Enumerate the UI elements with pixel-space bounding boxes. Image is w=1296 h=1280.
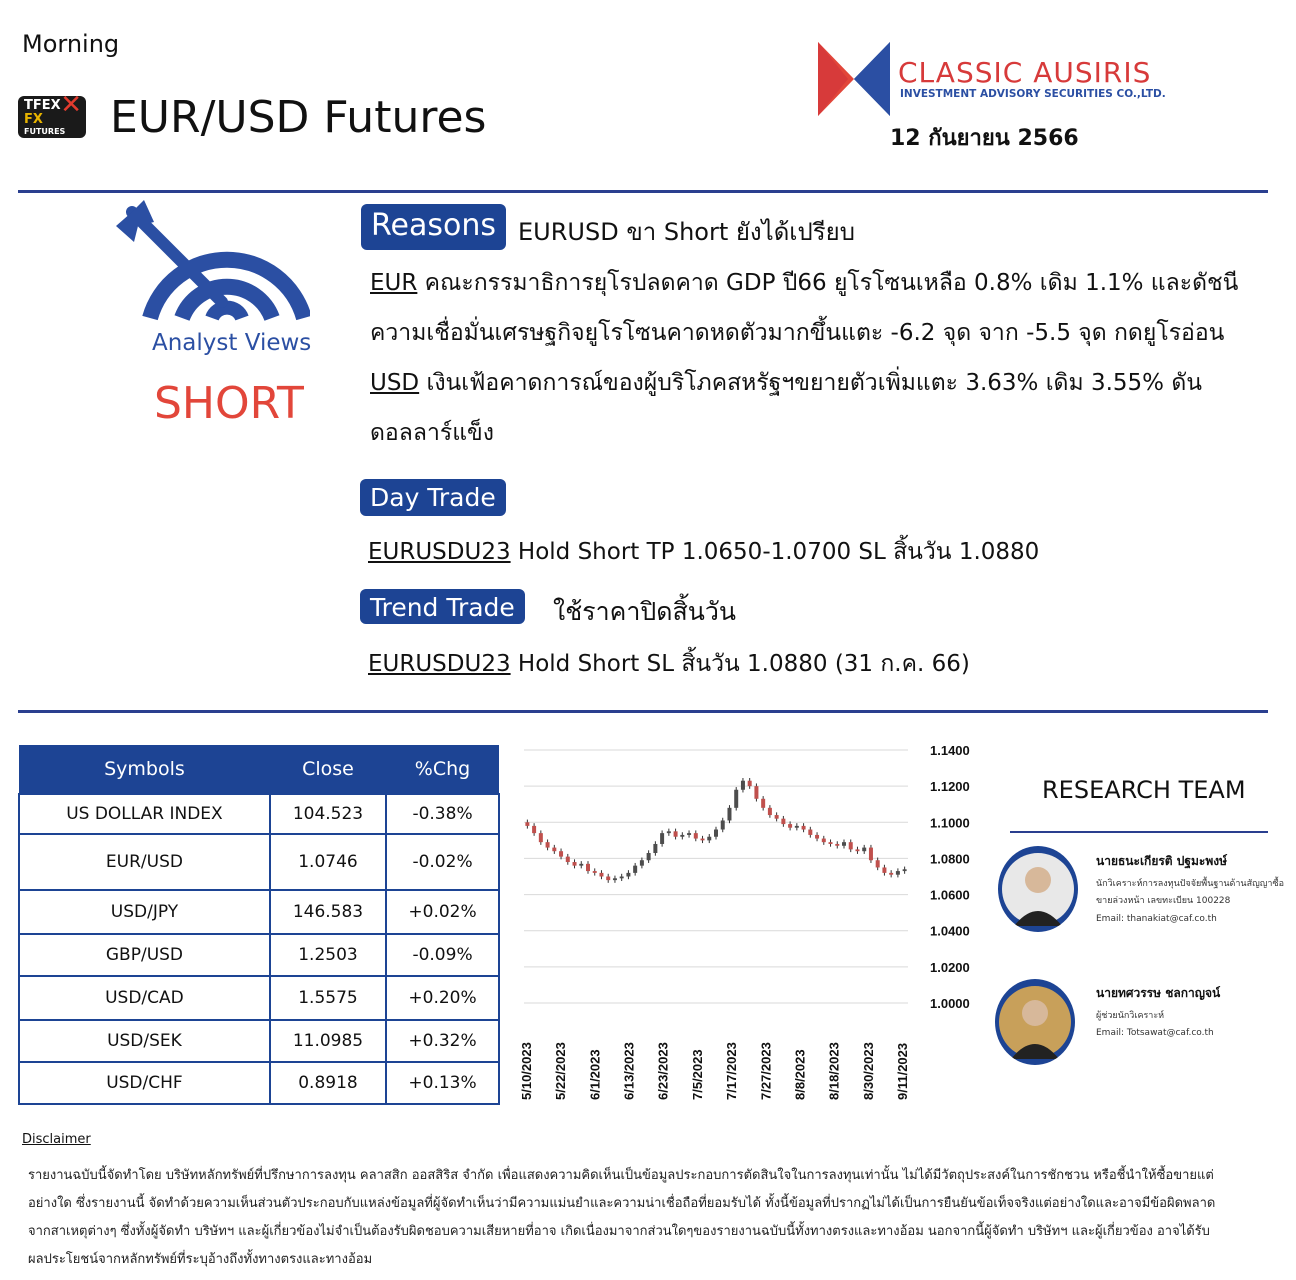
trend-trade-symbol: EURUSDU23 [368,651,511,677]
research-team-title: RESEARCH TEAM [1042,776,1246,804]
candle-body [869,848,873,861]
divider [18,710,1268,713]
column-header: Symbols [19,745,270,794]
candle-body [815,835,819,839]
reasons-badge: Reasons [361,204,506,250]
usd-reason-line1 [370,358,1260,408]
x-tick-label: 8/18/2023 [826,1042,842,1100]
divider [18,190,1268,193]
candle-body [754,786,758,799]
disclaimer-text [28,1162,1248,1274]
candle-body [741,781,745,790]
candle-body [647,853,651,860]
y-tick-label: 1.0400 [930,923,970,939]
table-row [19,794,499,834]
eur-text: คณะกรรมาธิการยุโรปลดคาด GDP ปี66 ยูโรโซนเหลือ 0.8% เดิม 1.1% และดัชนี [417,270,1239,296]
candle-body [653,844,657,853]
symbol-cell: US DOLLAR INDEX [19,794,270,834]
close-cell: 1.5575 [270,976,386,1020]
analyst-photo-avatar [998,846,1078,932]
x-tick-label: 6/23/2023 [655,1042,671,1100]
candle-body [842,842,846,846]
candle-body [707,837,711,841]
change-cell: -0.02% [386,834,499,890]
candle-body [876,860,880,867]
candle-body [626,873,630,877]
report-date: 12 กันยายน 2566 [890,126,1079,151]
table-row [19,890,499,934]
candle-body [761,799,765,808]
candle-body [903,869,907,871]
table-row [19,1062,499,1104]
candle-body [606,877,610,881]
person-role: นักวิเคราะห์การลงทุนปัจจัยพื้นฐานด้านสัญญาซื้อขายล่วงหน้า เลขทะเบียน 100228 [1096,879,1284,906]
symbol-cell: USD/CAD [19,976,270,1020]
candle-body [525,822,529,826]
candle-body [586,864,590,871]
candle-body [532,826,536,833]
symbol-cell: USD/CHF [19,1062,270,1104]
disclaimer-line: จากสาเหตุต่างๆ ซึ่งทั้งผู้จัดทำ บริษัทฯ และผู้เกี่ยวข้องไม่จำเป็นต้องรับผิดชอบความเสียหายที่อาจ เกิดเนื่องมาจากส่วนใดๆของรายงานฉบับนี้ทั้งทางตรงและทางอ้อม นอกจากนี้ผู้จัดทำ บริษัทฯ และผู้เกี่ยวข้อง อาจได้รับ [28,1224,1210,1239]
close-cell: 104.523 [270,794,386,834]
y-tick-label: 1.1400 [930,743,970,758]
person-role: ผู้ช่วยนักวิเคราะห์ [1096,1011,1165,1021]
candle-body [701,839,705,841]
candle-body [781,819,785,824]
tfex-text: TFEX [24,98,61,113]
trend-trade-line [368,646,970,682]
candle-body [667,831,671,833]
trend-trade-badge: Trend Trade [360,589,525,624]
candle-body [559,851,563,856]
symbol-cell: USD/SEK [19,1020,270,1062]
candle-body [808,830,812,835]
candle-body [593,871,597,873]
candle-body [721,820,725,829]
person-name: นายทศวรรษ ชลกาญจน์ [1096,986,1221,1000]
eur-reason-line1 [370,258,1260,308]
trend-trade-text: Hold Short SL สิ้นวัน 1.0880 (31 ก.ค. 66) [510,651,970,677]
table-header-row [19,745,499,794]
fx-quotes-table [18,745,500,1105]
trend-trade-note: ใช้ราคาปิดสิ้นวัน [553,597,736,626]
analyst-views-label: Analyst Views [152,330,312,356]
candle-body [734,790,738,808]
close-cell: 1.2503 [270,934,386,976]
x-tick-label: 9/11/2023 [895,1042,910,1100]
candle-body [727,808,731,821]
symbol-cell: GBP/USD [19,934,270,976]
x-tick-label: 7/5/2023 [689,1049,705,1100]
change-cell: +0.02% [386,890,499,934]
candle-body [687,833,691,835]
company-subtitle: INVESTMENT ADVISORY SECURITIES CO.,LTD. [900,88,1166,100]
candle-body [539,833,543,842]
table-row [19,934,499,976]
candle-body [566,857,570,862]
page-title: EUR/USD Futures [110,92,487,143]
x-tick-label: 6/13/2023 [621,1042,637,1100]
candle-body [795,826,799,828]
eur-reason-line2: ความเชื่อมั่นเศรษฐกิจยูโรโซนคาดหดตัวมากขึ้นแตะ -6.2 จุด จาก -5.5 จุด กดยูโรอ่อน [370,320,1225,346]
x-tick-label: 8/30/2023 [860,1042,876,1100]
change-cell: -0.38% [386,794,499,834]
usd-code: USD [370,370,420,396]
table-row [19,976,499,1020]
candle-body [862,848,866,852]
symbol-cell: EUR/USD [19,834,270,890]
candle-body [552,848,556,852]
candle-body [835,844,839,846]
fx-text: FX [24,112,43,127]
x-tick-label: 8/8/2023 [792,1049,808,1100]
candle-body [633,866,637,873]
symbol-cell: USD/JPY [19,890,270,934]
candle-body [768,808,772,815]
candle-body [802,826,806,830]
candle-body [573,862,577,866]
candle-body [694,833,698,838]
candle-body [889,873,893,875]
close-cell: 0.8918 [270,1062,386,1104]
table-row [19,1020,499,1062]
person-email: Email: Totsawat@caf.co.th [1096,1028,1214,1038]
table-row [19,834,499,890]
candle-body [714,830,718,837]
x-tick-label: 5/10/2023 [519,1042,534,1100]
candle-body [599,873,603,877]
person-name: นายธนะเกียรติ ปฐมะพงษ์ [1096,854,1228,868]
usd-reason-line2: ดอลลาร์แข็ง [370,420,494,446]
disclaimer-line: อย่างใด ซึ่งรายงานนี้ จัดทำด้วยความเห็นส่วนตัวประกอบกับแหล่งข้อมูลที่ผู้จัดทำเห็นว่ามีความแม่นยำและความน่าเชื่อถือที่ยอมรับได้ ทั้งนี้ข้อมูลที่ปรากฏไม่ได้เป็นการยืนยันข้อเท็จจริงแต่อย่างใดและอาจมีข้อผิดพลาด [28,1196,1216,1211]
session-label: Morning [22,30,120,58]
candle-body [674,831,678,836]
close-cell: 146.583 [270,890,386,934]
candle-body [579,864,583,866]
close-cell: 1.0746 [270,834,386,890]
x-mark-icon: ✕ [60,90,82,120]
futures-text: FUTURES [24,127,66,136]
candle-body [829,842,833,844]
close-cell: 11.0985 [270,1020,386,1062]
disclaimer-line: ผลประโยชน์จากหลักทรัพย์ที่ระบุอ้างถึงทั้งทางตรงและทางอ้อม [28,1252,373,1267]
target-arrow-icon [110,196,310,326]
candle-body [849,842,853,849]
candle-body [775,815,779,819]
divider [1010,831,1268,833]
column-header: Close [270,745,386,794]
y-tick-label: 1.0200 [930,959,970,975]
company-name: CLASSIC AUSIRIS [898,56,1152,89]
change-cell: -0.09% [386,934,499,976]
y-tick-label: 1.0800 [930,851,970,867]
candle-body [613,878,617,880]
tfex-fx-logo [18,90,86,138]
day-trade-symbol: EURUSDU23 [368,539,511,565]
candle-body [896,871,900,875]
candle-body [680,835,684,837]
change-cell: +0.32% [386,1020,499,1062]
candle-body [855,849,859,851]
day-trade-badge: Day Trade [360,479,506,516]
y-tick-label: 1.0600 [930,887,970,903]
candle-body [748,781,752,786]
column-header: %Chg [386,745,499,794]
x-tick-label: 5/22/2023 [553,1042,569,1100]
analyst-view-short: SHORT [154,378,304,429]
assistant-photo-avatar [995,979,1075,1065]
disclaimer-title: Disclaimer [22,1132,91,1147]
change-cell: +0.20% [386,976,499,1020]
y-tick-label: 1.0000 [930,996,970,1011]
person-email: Email: thanakiat@caf.co.th [1096,914,1217,924]
eur-code: EUR [370,270,418,296]
candle-body [660,833,664,844]
day-trade-text: Hold Short TP 1.0650-1.0700 SL สิ้นวัน 1.0880 [510,539,1040,565]
candle-body [620,877,624,879]
usd-text: เงินเฟ้อคาดการณ์ของผู้บริโภคสหรัฐฯขยายตัวเพิ่มแตะ 3.63% เดิม 3.55% ดัน [419,370,1202,396]
day-trade-line [368,534,1039,570]
candle-body [788,824,792,828]
x-tick-label: 6/1/2023 [587,1049,603,1100]
eurusd-candlestick-chart [510,736,990,1108]
change-cell: +0.13% [386,1062,499,1104]
candle-body [822,839,826,843]
reasons-headline: EURUSD ขา Short ยังได้เปรียบ [518,218,855,246]
y-tick-label: 1.1200 [930,779,970,795]
x-tick-label: 7/17/2023 [724,1042,740,1100]
candle-body [546,842,550,847]
company-logo-icon [818,42,890,116]
x-tick-label: 7/27/2023 [758,1042,774,1100]
disclaimer-line: รายงานฉบับนี้จัดทำโดย บริษัทหลักทรัพย์ที่ปรึกษาการลงทุน คลาสสิก ออสสิริส จำกัด เพื่อแสดงความคิดเห็นเป็นข้อมูลประกอบการตัดสินใจในการลงทุนเท่านั้น ไม่ได้มีวัตถุประสงค์ในการชักชวน หรือชี้นำให้ซื้อขายแต่ [28,1168,1214,1183]
y-tick-label: 1.1000 [930,815,970,831]
candle-body [640,860,644,865]
candle-body [882,867,886,872]
